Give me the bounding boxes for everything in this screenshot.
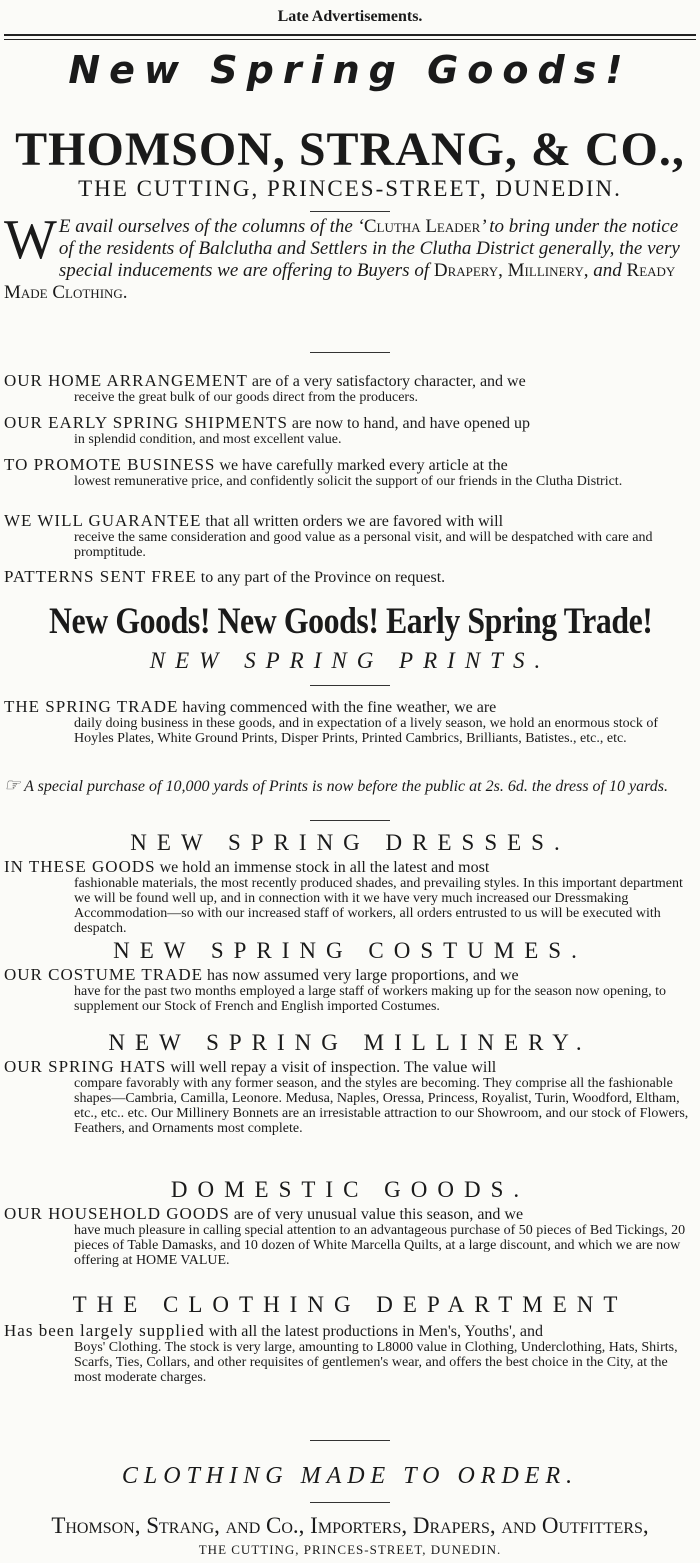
divider: [310, 1502, 390, 1503]
firm-address: THE CUTTING, PRINCES-STREET, DUNEDIN.: [78, 176, 622, 201]
para-rest: are of a very satisfactory character, and we: [247, 373, 526, 390]
section-heading: THE CLOTHING DEPARTMENT: [72, 1292, 628, 1317]
section-heading: NEW SPRING DRESSES.: [130, 830, 570, 855]
paragraph-business: [4, 456, 696, 489]
footer-firm: Thomson, Strang, and Co., Importers, Drapers, and Outfitters,: [51, 1513, 649, 1538]
section-heading: NEW SPRING MILLINERY.: [108, 1030, 592, 1055]
divider: [310, 685, 390, 686]
section-millinery: [4, 1058, 696, 1136]
para-sub: have much pleasure in calling special attention to an advantageous purchase of 50 pieces of Bed Tickings, 20 pieces of Table Damasks, and 10 dozen of White Marcella Quilts, at a large discount, and which we are now offering at HOME VALUE.: [74, 1223, 686, 1268]
intro-paragraph: [4, 209, 696, 304]
para-rest: that all written orders we are favored with will: [201, 513, 504, 530]
firm-name: THOMSON, STRANG, & CO.,: [15, 123, 685, 176]
section-heading: DOMESTIC GOODS.: [170, 1177, 530, 1202]
para-lead: OUR HOUSEHOLD GOODS: [4, 1204, 230, 1223]
paragraph-patterns: [4, 568, 696, 586]
para-rest: are now to hand, and have opened up: [287, 415, 531, 432]
para-sub: receive the great bulk of our goods direct from the producers.: [74, 390, 419, 405]
paragraph-shipments: [4, 414, 696, 447]
order-heading: CLOTHING MADE TO ORDER.: [121, 1463, 579, 1489]
para-sub: Boys' Clothing. The stock is very large, amounting to L8000 value in Clothing, Underclothing, Hats, Shirts, Scarfs, Ties, Collars, and other requisites of gentlemen's wear, and offers the best choice in the City, at the most moderate charges.: [74, 1340, 678, 1385]
para-lead: OUR HOME ARRANGEMENT: [4, 371, 248, 390]
para-lead: OUR COSTUME TRADE: [4, 965, 203, 984]
para-lead: WE WILL GUARANTEE: [4, 511, 202, 530]
section-clothing: [4, 1322, 696, 1385]
section-header: Late Advertisements.: [277, 8, 423, 25]
divider: [310, 1440, 390, 1441]
header-rule: [4, 34, 696, 36]
pointing-hand-icon: ☞: [4, 775, 21, 795]
section-costumes: [4, 966, 696, 1014]
para-lead: Has been largely supplied: [4, 1321, 205, 1340]
para-sub: have for the past two months employed a large staff of workers making up for the season now opening, to supplement our Stock of French and English imported Costumes.: [74, 984, 667, 1014]
para-lead: OUR SPRING HATS: [4, 1057, 167, 1076]
para-sub: compare favorably with any former season, and the styles are becoming. They comprise all the fashionable shapes—Cambria, Camilla, Leonore. Medusa, Naples, Oressa, Princess, Royalist, Turin, Woodford, Eltham, etc., etc.. etc. Our Millinery Bonnets are an irresistable attraction to our Showroom, and our stock of Flowers, Feathers, and Ornaments most complete.: [74, 1076, 689, 1136]
para-sub: receive the same consideration and good value as a personal visit, and will be despatched with care and promptitude.: [74, 530, 653, 560]
paragraph-prints: [4, 698, 696, 746]
drop-cap: W: [4, 209, 57, 271]
para-rest: are of very unusual value this season, and we: [229, 1206, 524, 1223]
special-text: A special purchase of 10,000 yards of Prints is now before the public at 2s. 6d. the dress of 10 yards.: [24, 778, 668, 795]
paragraph-home: [4, 372, 696, 405]
special-purchase-note: [4, 776, 696, 796]
para-lead: IN THESE GOODS: [4, 857, 156, 876]
para-rest: with all the latest productions in Men's, Youths', and: [204, 1323, 543, 1340]
para-lead: PATTERNS SENT FREE: [4, 567, 197, 586]
para-lead: TO PROMOTE BUSINESS: [4, 455, 216, 474]
para-sub: fashionable materials, the most recently produced shades, and prevailing styles. In this important department we will be found well up, and in connection with it we have very much increased our Dressmaking Accommodation—so with our increased staff of workers, all orders entrusted to us will be executed with despatch.: [74, 876, 683, 936]
para-rest: to any part of the Province on request.: [196, 569, 446, 586]
goods-list: Drapery, Millinery,: [433, 260, 589, 281]
goods-list-2: Ready Made Clothing.: [4, 260, 676, 303]
para-lead: OUR EARLY SPRING SHIPMENTS: [4, 413, 288, 432]
para-sub: daily doing business in these goods, and in expectation of a lively season, we hold an enormous stock of Hoyles Plates, White Ground Prints, Disper Prints, Printed Cambrics, Brilliants, Batistes., etc., etc.: [74, 716, 659, 746]
intro-text-3: and: [588, 260, 627, 281]
para-rest: having commenced with the fine weather, we are: [178, 699, 497, 716]
para-rest: has now assumed very large proportions, and we: [202, 967, 519, 984]
section-heading: NEW SPRING COSTUMES.: [113, 938, 587, 963]
para-rest: we hold an immense stock in all the latest and most: [155, 859, 490, 876]
header-rule-thin: [4, 39, 696, 40]
divider: [310, 211, 390, 212]
paragraph-guarantee: [4, 512, 696, 560]
para-lead: THE SPRING TRADE: [4, 697, 179, 716]
intro-text-2: ’ to bring under the notice of the residents of Balclutha and Settlers in the Clutha District generally, the very special inducements we are offering to Buyers of: [58, 216, 680, 281]
newspaper-name: Clutha Leader: [363, 216, 481, 237]
section-domestic: [4, 1205, 696, 1268]
para-sub: in splendid condition, and most excellent value.: [74, 432, 342, 447]
para-sub: lowest remunerative price, and confidently solicit the support of our friends in the Clutha District.: [74, 474, 623, 489]
section-dresses: [4, 858, 696, 936]
divider: [310, 352, 390, 353]
prints-heading: NEW SPRING PRINTS.: [149, 648, 551, 673]
para-rest: will well repay a visit of inspection. The value will: [166, 1059, 497, 1076]
footer-address: THE CUTTING, PRINCES-STREET, DUNEDIN.: [198, 1542, 502, 1557]
divider: [310, 820, 390, 821]
banner-headline: New Goods! New Goods! Early Spring Trade!: [49, 601, 653, 642]
intro-text-1: E avail ourselves of the columns of the ‘: [58, 216, 364, 237]
headline: New Spring Goods!: [68, 48, 632, 92]
para-rest: we have carefully marked every article at the: [215, 457, 508, 474]
